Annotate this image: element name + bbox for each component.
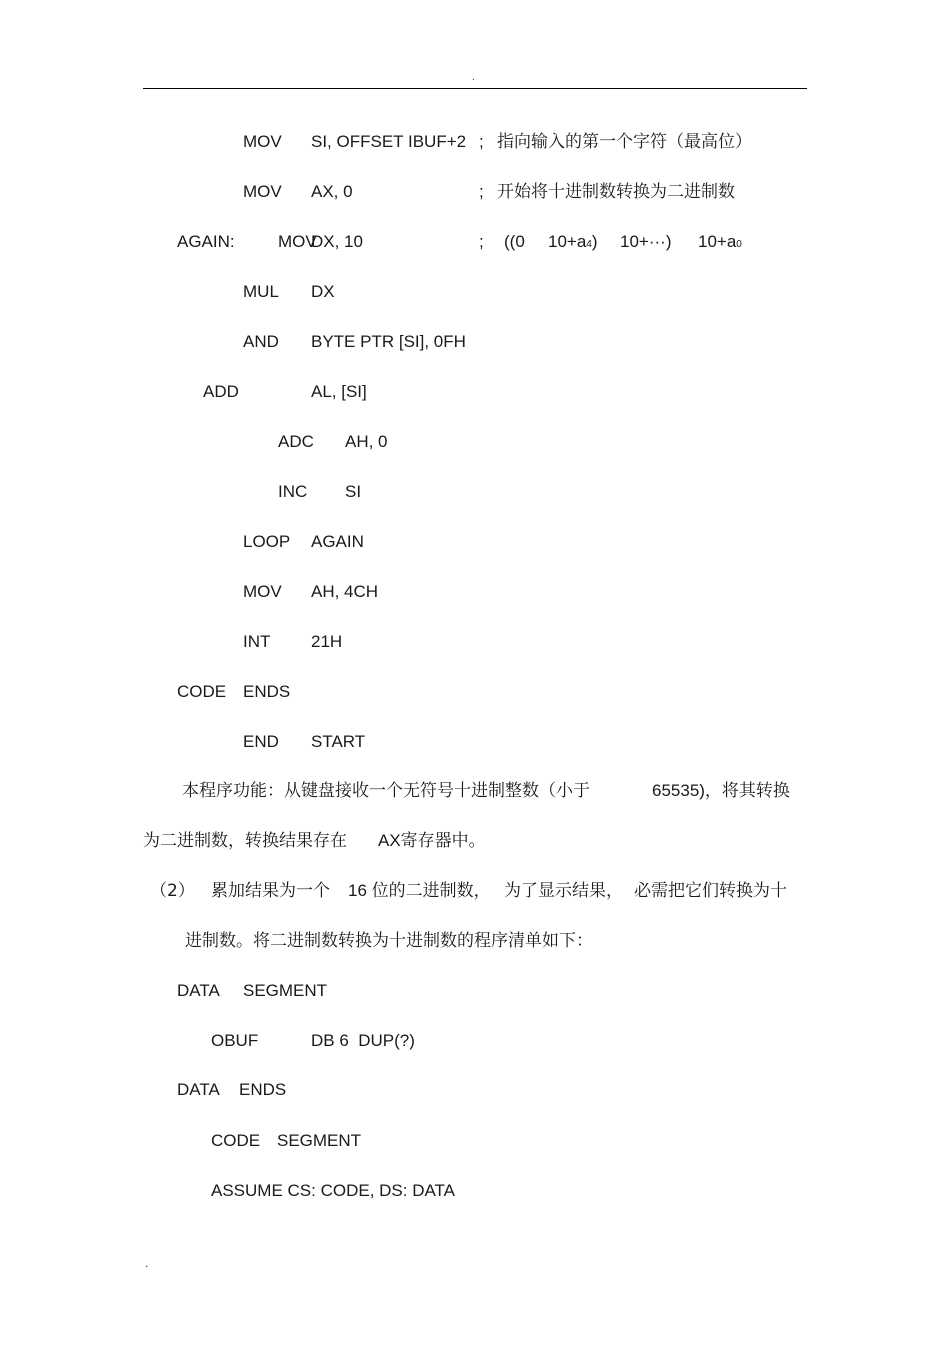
code-comment-part — [548, 232, 598, 255]
code-op: CODE — [211, 1131, 261, 1150]
code-op: LOOP — [243, 532, 291, 551]
paragraph-text: 必需把它们转换为十 — [634, 881, 787, 901]
code-arg: 21H — [311, 632, 343, 651]
header-rule — [143, 88, 807, 89]
code-op: MOV — [243, 582, 282, 601]
code-arg: AH, 0 — [345, 432, 388, 451]
code-op: ADD — [203, 382, 239, 401]
code-label: AGAIN: — [177, 232, 235, 251]
formula-term: 10+a — [698, 232, 737, 251]
code-op: AND — [243, 332, 279, 351]
code-arg: DB 6 DUP(?) — [311, 1031, 415, 1050]
code-comment-part: ((0 — [504, 232, 525, 251]
paragraph-text: AX寄存器中。 — [378, 831, 486, 850]
paragraph-text: 本程序功能：从键盘接收一个无符号十进制整数（小于 — [182, 781, 590, 801]
code-arg: DX, 10 — [311, 232, 363, 251]
code-op: DATA — [177, 1080, 220, 1099]
code-op: DATA — [177, 981, 220, 1000]
code-arg: AGAIN — [311, 532, 364, 551]
paragraph-text: 16 位的二进制数， — [348, 881, 491, 900]
code-op: OBUF — [211, 1031, 259, 1050]
paragraph-text: 为了显示结果， — [504, 881, 623, 901]
code-arg: AL, [SI] — [311, 382, 367, 401]
code-op: MOV — [243, 182, 282, 201]
code-op: END — [243, 732, 279, 751]
code-op: INC — [278, 482, 308, 501]
code-arg: BYTE PTR [SI], 0FH — [311, 332, 466, 351]
footer-dot: . — [145, 1256, 149, 1270]
code-op: MOV — [243, 132, 282, 151]
code-op: ADC — [278, 432, 314, 451]
code-arg: DX — [311, 282, 335, 301]
code-arg: AH, 4CH — [311, 582, 379, 601]
code-arg: START — [311, 732, 366, 751]
code-arg: SI — [345, 482, 362, 501]
code-semicolon: ; — [479, 132, 484, 151]
paragraph-text: 65535)，将其转换 — [652, 781, 790, 800]
code-line: ASSUME CS: CODE, DS: DATA — [211, 1181, 456, 1200]
code-arg: ENDS — [239, 1080, 287, 1099]
formula-subscript: 4 — [586, 239, 592, 250]
formula-term: 10+a — [548, 232, 587, 251]
code-semicolon: ; — [479, 182, 484, 201]
list-number: （2） — [150, 881, 195, 901]
code-comment-part — [698, 232, 742, 255]
header-dot: . — [472, 72, 475, 83]
code-op: MOV — [278, 232, 317, 251]
code-semicolon: ; — [479, 232, 484, 251]
code-arg: SEGMENT — [277, 1131, 362, 1150]
code-arg: SEGMENT — [243, 981, 328, 1000]
paragraph-text: 进制数。将二进制数转换为十进制数的程序清单如下： — [185, 931, 593, 951]
code-arg: AX, 0 — [311, 182, 353, 201]
code-op: MUL — [243, 282, 279, 301]
code-comment-part: 10+···) — [620, 232, 672, 251]
code-arg: SI, OFFSET IBUF+2 — [311, 132, 467, 151]
formula-subscript: 0 — [736, 239, 742, 250]
paragraph-text: 为二进制数，转换结果存在 — [143, 831, 347, 851]
code-arg: ENDS — [243, 682, 291, 701]
code-op: INT — [243, 632, 271, 651]
paragraph-text: 累加结果为一个 — [211, 881, 330, 901]
formula-paren: ) — [591, 232, 598, 251]
code-comment: 指向输入的第一个字符（最高位） — [497, 132, 752, 152]
code-op: CODE — [177, 682, 227, 701]
code-comment: 开始将十进制数转换为二进制数 — [497, 182, 735, 202]
